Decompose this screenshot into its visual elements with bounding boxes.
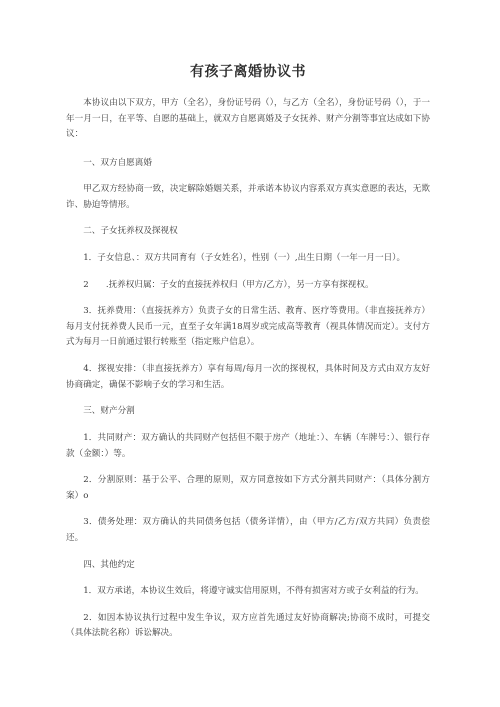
section-paragraph: 2．如因本协议执行过程中发生争议，双方应首先通过友好协商解决;协商不成时，可提交（具体法院名称）诉讼解决。 <box>66 612 430 639</box>
section-paragraph: 1．共同财产：双方确认的共同财产包括但不限于房产（地址：）、车辆（车牌号：）、银行存款（金额：）等。 <box>66 433 430 459</box>
section-divorce <box>66 156 430 214</box>
section-heading: 三、财产分割 <box>83 406 135 417</box>
section-paragraph: 3．抚养费用：（直接抚养方）负责子女的日常生活、教育、医疗等费用。（非直接抚养方）每月支付抚养费人民币一元，直至子女年满18周岁或完成高等教育（视具体情况而定）。支付方式为每月一日前通过银行转账至（指定账户信息）。 <box>66 306 430 348</box>
section-property <box>66 404 430 546</box>
section-heading: 四、其他约定 <box>83 559 135 570</box>
section-paragraph: 1．双方承诺，本协议生效后，将遵守诚实信用原则，不得有损害对方或子女利益的行为。 <box>83 586 424 597</box>
section-other <box>66 558 430 642</box>
section-paragraph: 3．债务处理：双方确认的共同债务包括（债务详情），由（甲方/乙方/双方共同）负责偿还。 <box>66 517 430 543</box>
section-paragraph: 4．探视安排：（非直接抚养方）享有每周/每月一次的探视权，具体时间及方式由双方友好协商确定，确保不影响子女的学习和生活。 <box>66 364 430 390</box>
document-body <box>66 96 430 642</box>
section-heading: 二、子女抚养权及探视权 <box>83 226 178 237</box>
section-paragraph: 甲乙双方经协商一致，决定解除婚姻关系，并承诺本协议内容系双方真实意愿的表达，无欺诈、胁迫等情形。 <box>66 184 430 210</box>
section-paragraph: 2 .抚养权归属：子女的直接抚养权归（甲方/乙方），另一方享有探视权。 <box>83 279 374 290</box>
section-paragraph: 2．分割原则：基于公平、合理的原则，双方同意按如下方式分割共同财产：（具体分割方案）o <box>66 475 430 501</box>
intro-paragraph: 本协议由以下双方，甲方（全名），身份证号码（），与乙方（全名），身份证号码（），于一年一月一日，在平等、自愿的基础上，就双方自愿离婚及子女抚养、财产分割等事宜达成如下协议： <box>66 98 430 139</box>
document-title: 有孩子离婚协议书 <box>190 64 306 80</box>
section-heading: 一、双方自愿离婚 <box>83 157 152 168</box>
section-paragraph: 1．子女信息、：双方共同育有（子女姓名），性别（一）,出生日期（一年一月一日）。 <box>83 253 406 264</box>
section-custody <box>66 224 430 393</box>
